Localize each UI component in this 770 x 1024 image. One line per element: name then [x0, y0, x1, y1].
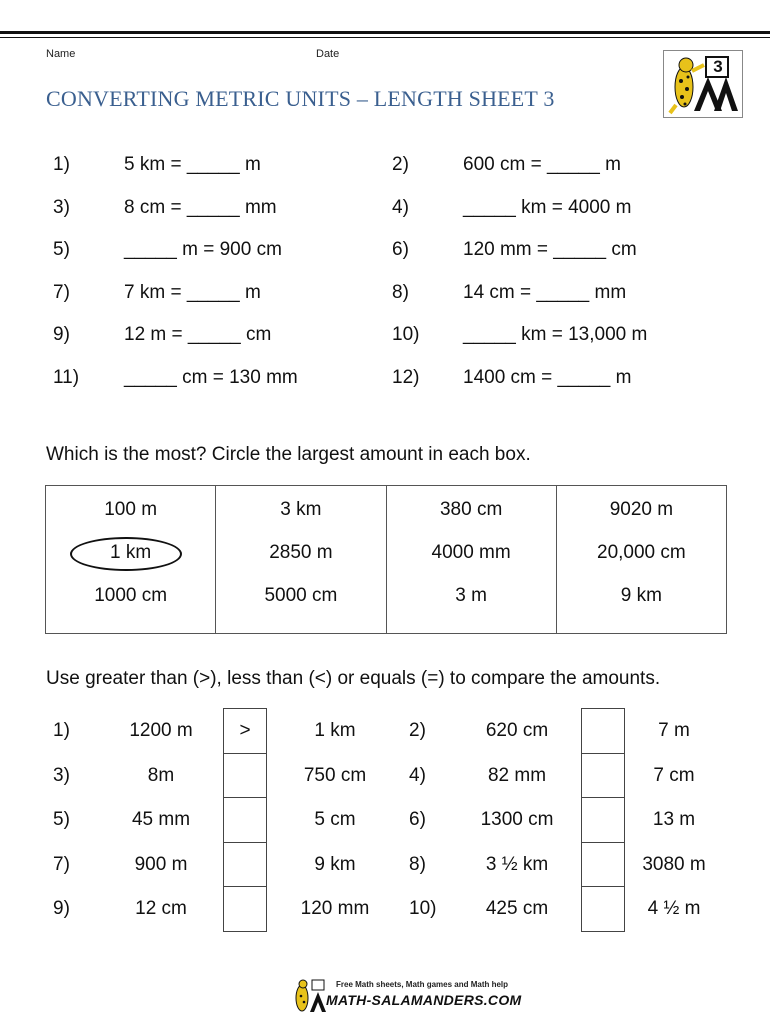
- footer: [290, 976, 530, 1016]
- circle-option[interactable]: 9 km: [620, 585, 662, 606]
- conversion-question[interactable]: 120 mm = _____ cm: [463, 239, 637, 260]
- circle-box-1: [46, 486, 216, 633]
- question-number: 9): [53, 324, 70, 345]
- circle-option[interactable]: 4000 mm: [431, 542, 511, 563]
- question-number: 1): [53, 154, 70, 175]
- answer-box[interactable]: [224, 887, 266, 932]
- conversion-question[interactable]: 5 km = _____ m: [124, 154, 261, 175]
- conversion-question[interactable]: 600 cm = _____ m: [463, 154, 621, 175]
- compare-value-b: 13 m: [652, 809, 696, 830]
- answer-box[interactable]: [582, 887, 624, 932]
- answer-box[interactable]: [582, 709, 624, 754]
- conversion-question[interactable]: _____ km = 4000 m: [463, 197, 632, 218]
- question-number: 7): [53, 282, 70, 303]
- circle-option[interactable]: 100 m: [104, 499, 158, 520]
- compare-number: 1): [53, 720, 70, 741]
- footer-tagline: Free Math sheets, Math games and Math help: [336, 980, 509, 989]
- circle-box-2: [216, 486, 386, 633]
- compare-value-a: 425 cm: [485, 898, 549, 919]
- page-title: CONVERTING METRIC UNITS – LENGTH SHEET 3: [46, 86, 555, 111]
- question-number: 12): [392, 367, 420, 388]
- compare-value-b: 120 mm: [300, 898, 370, 919]
- circle-box-3: [387, 486, 557, 633]
- compare-value-b: 7 m: [658, 720, 690, 741]
- salamander-footer-icon: [290, 978, 330, 1014]
- salamander-grade-icon: [664, 51, 742, 117]
- compare-value-a: 620 cm: [485, 720, 549, 741]
- question-number: 6): [392, 239, 409, 260]
- date-label: Date: [316, 48, 340, 60]
- circle-option[interactable]: 3 km: [280, 499, 322, 520]
- answer-box-column-right: [581, 708, 625, 932]
- compare-value-b: 750 cm: [303, 765, 367, 786]
- question-number: 2): [392, 154, 409, 175]
- compare-instruction: Use greater than (>), less than (<) or equals (=) to compare the amounts.: [46, 668, 661, 689]
- compare-number: 2): [409, 720, 426, 741]
- circle-option[interactable]: 3 m: [455, 585, 487, 606]
- compare-value-a: 8m: [147, 765, 175, 786]
- compare-number: 6): [409, 809, 426, 830]
- compare-number: 8): [409, 854, 426, 875]
- circle-option[interactable]: 9020 m: [609, 499, 674, 520]
- compare-value-b: 9 km: [314, 854, 356, 875]
- conversion-question[interactable]: _____ cm = 130 mm: [124, 367, 298, 388]
- compare-number: 7): [53, 854, 70, 875]
- compare-value-b: 3080 m: [642, 854, 706, 875]
- conversion-question[interactable]: 7 km = _____ m: [124, 282, 261, 303]
- circle-option[interactable]: 20,000 cm: [597, 542, 686, 563]
- conversion-question[interactable]: 8 cm = _____ mm: [124, 197, 277, 218]
- question-number: 3): [53, 197, 70, 218]
- question-number: 11): [53, 367, 80, 388]
- answer-box[interactable]: >: [224, 709, 266, 754]
- circle-option[interactable]: 2850 m: [269, 542, 333, 563]
- compare-value-a: 82 mm: [487, 765, 547, 786]
- footer-brand[interactable]: MATH-SALAMANDERS.COM: [326, 992, 522, 1008]
- name-label: Name: [46, 48, 76, 60]
- compare-number: 10): [409, 898, 437, 919]
- conversion-question[interactable]: _____ m = 900 cm: [124, 239, 282, 260]
- compare-value-b: 1 km: [314, 720, 356, 741]
- conversion-question[interactable]: 14 cm = _____ mm: [463, 282, 627, 303]
- compare-value-a: 45 mm: [131, 809, 191, 830]
- answer-box[interactable]: [582, 798, 624, 843]
- compare-value-a: 900 m: [134, 854, 188, 875]
- compare-value-b: 4 ½ m: [647, 898, 701, 919]
- question-number: 10): [392, 324, 420, 345]
- compare-number: 4): [409, 765, 426, 786]
- answer-box[interactable]: [224, 754, 266, 799]
- circle-instruction: Which is the most? Circle the largest amount in each box.: [46, 444, 531, 465]
- compare-number: 9): [53, 898, 70, 919]
- answer-box[interactable]: [582, 843, 624, 888]
- question-number: 5): [53, 239, 70, 260]
- compare-number: 5): [53, 809, 70, 830]
- header-rule-thick: [0, 31, 770, 34]
- conversion-question[interactable]: 1400 cm = _____ m: [463, 367, 632, 388]
- question-number: 4): [392, 197, 409, 218]
- answer-box[interactable]: [224, 843, 266, 888]
- compare-number: 3): [53, 765, 70, 786]
- salamander-logo: [663, 50, 743, 118]
- compare-value-b: 7 cm: [653, 765, 695, 786]
- circle-option[interactable]: 5000 cm: [264, 585, 338, 606]
- circle-box-4: [557, 486, 726, 633]
- answer-box[interactable]: [582, 754, 624, 799]
- header-rule-thin: [0, 37, 770, 38]
- compare-value-a: 1200 m: [129, 720, 193, 741]
- conversion-question[interactable]: 12 m = _____ cm: [124, 324, 272, 345]
- compare-value-a: 3 ½ km: [485, 854, 549, 875]
- answer-box-column-left: [223, 708, 267, 932]
- question-number: 8): [392, 282, 409, 303]
- circle-table: [45, 485, 727, 634]
- compare-value-a: 1300 cm: [480, 809, 554, 830]
- circle-option[interactable]: 380 cm: [439, 499, 503, 520]
- logo-grade-number: 3: [713, 57, 723, 76]
- conversion-question[interactable]: _____ km = 13,000 m: [463, 324, 648, 345]
- circle-option[interactable]: 1000 cm: [94, 585, 168, 606]
- compare-value-b: 5 cm: [314, 809, 356, 830]
- answer-box[interactable]: [224, 798, 266, 843]
- compare-value-a: 12 cm: [135, 898, 187, 919]
- circle-option[interactable]: 1 km: [110, 542, 152, 563]
